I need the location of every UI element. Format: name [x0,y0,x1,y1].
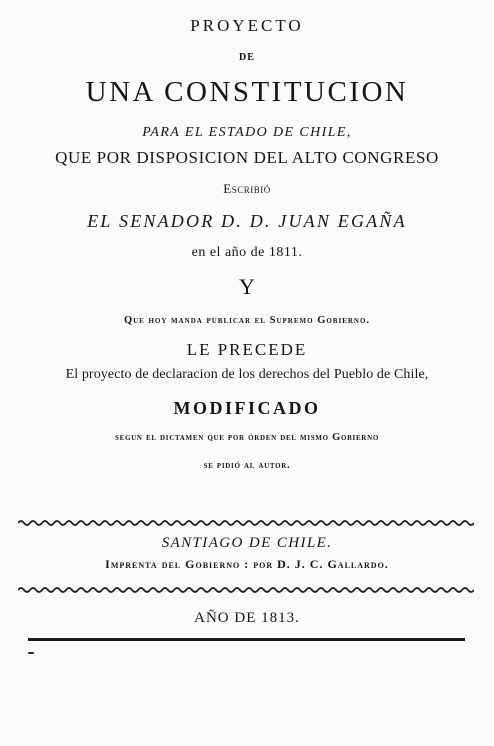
imprint-printer: Imprenta del Gobierno : por D. J. C. Gallardo. [105,557,389,571]
line-escribio: Escribió [223,181,271,196]
line-proyecto-declaracion: El proyecto de declaracion de los derechos del Pueblo de Chile, [65,367,429,382]
year-written-line: en el año de 1811. [191,245,303,260]
document-title: UNA CONSTITUCION [85,76,409,108]
imprint-city: SANTIAGO DE CHILE. [161,535,333,551]
line-que-hoy: Que hoy manda publicar el Supremo Gobierno. [123,315,371,326]
ink-smudge [28,652,34,654]
ornamental-rule-bottom [18,585,474,595]
bottom-rule [28,638,465,641]
ornamental-rule-top [18,518,474,528]
heading-de: DE [239,52,255,63]
author-line: EL SENADOR D. D. JUAN EGAÑA [87,211,407,231]
subtitle-para: PARA EL ESTADO DE CHILE, [142,125,352,140]
subtitle-que-por: QUE POR DISPOSICION DEL ALTO CONGRESO [55,148,439,167]
heading-proyecto: PROYECTO [190,16,304,35]
heading-modificado: MODIFICADO [173,398,321,418]
imprint-year: AÑO DE 1813. [194,610,300,626]
heading-le-precede: LE PRECEDE [186,340,308,359]
line-se-pidio: se pidió al autor. [203,460,291,471]
conjunction-y: Y [239,274,255,299]
line-segun: segun el dictamen que por órden del mismo Gobierno [115,432,379,443]
